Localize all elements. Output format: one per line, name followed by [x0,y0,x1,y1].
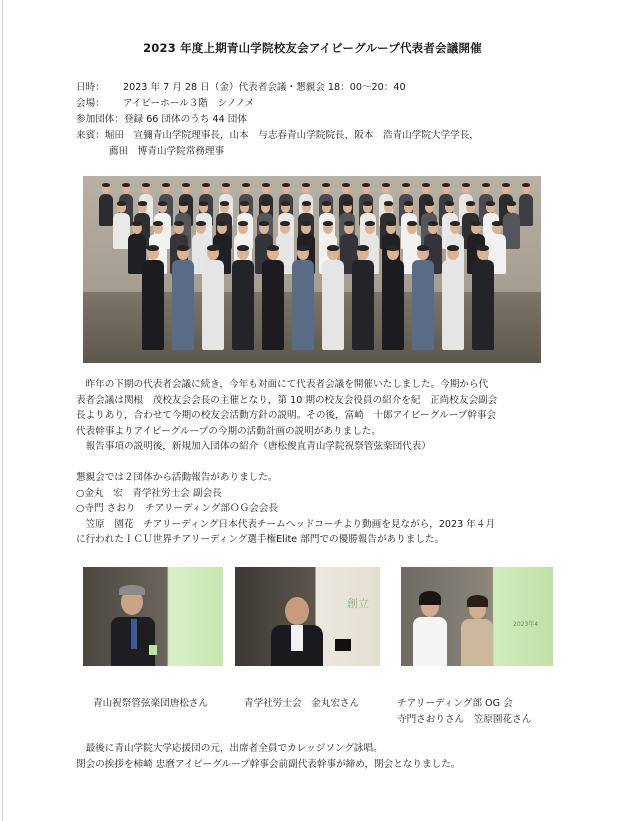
attendee-hair [387,245,399,251]
attendee-hair [450,221,460,226]
photo-kanamaru [235,567,380,666]
attendee-hair [462,183,470,187]
attendee-hair [384,201,393,206]
attendee-hair [207,245,219,251]
woman2-body [461,619,493,666]
attendee-hair [442,183,450,187]
venue-label: 会場： [76,98,105,109]
attendee-hair [242,183,250,187]
attendee-hair [132,221,142,226]
speaker-tie [131,619,137,649]
attendee-hair [147,245,159,251]
woman1-body [413,617,447,666]
caption-cheerleading-line1: チアリーディング部 OG 会 [397,698,513,709]
attendee-hair [177,245,189,251]
attendee-hair [262,183,270,187]
party-line: ○金丸 宏 青学社労士会 副会長 [76,487,222,499]
attendee-body [519,194,533,226]
page-title: 2023 年度上期青山学院校友会アイビーグループ代表者会議開催 [143,41,482,55]
attendee-hair [417,245,429,251]
attendee-hair [297,245,309,251]
party-line: ○寺門 さおり チアリーディング部ＯＧ会会長 [76,503,278,515]
report-paragraph [76,377,546,455]
datetime-value: 2023 年 7 月 28 日（金）代表者会議・懇親会 18：00〜20：40 [123,82,406,93]
attendee-hair [267,245,279,251]
attendee-hair [196,221,206,226]
report-line: 昨年の下期の代表者会議に続き，今年も対面にて代表者会議を開催いたしました。今期から代 [76,379,489,390]
attendee-hair [162,183,170,187]
attendee-hair [322,183,330,187]
attendee-hair [445,201,454,206]
speaker-shirt [291,625,303,651]
attendee-hair [477,245,489,251]
attendee-hair [323,221,333,226]
attendee-hair [507,201,516,206]
attendee-hair [220,201,229,206]
name-badge [149,645,157,655]
attendee-body [202,260,224,350]
attendee-hair [402,183,410,187]
attendee-hair [447,245,459,251]
attendee-hair [153,221,163,226]
attendee-body [142,260,164,350]
woman1-hair [419,591,441,605]
attendee-hair [386,221,396,226]
woman2-hair [467,595,488,607]
closing-line: 閉会の挨拶を柿崎 忠麿アイビーグループ幹事会前副代表幹事が締め，閉会となりました。 [76,758,461,770]
attendee-hair [365,221,375,226]
attendee-hair [217,221,227,226]
attendee-hair [466,201,475,206]
page-border [2,0,3,821]
participants-row: 参加団体：登録 66 団体のうち 44 団体 [76,114,247,125]
attendee-hair [486,201,495,206]
attendee-hair [471,221,481,226]
attendee-hair [259,221,269,226]
attendee-hair [344,221,354,226]
attendee-body [99,194,113,226]
datetime-label: 日時： [76,82,105,93]
attendee-hair [282,183,290,187]
attendee-hair [502,183,510,187]
attendee-hair [117,201,126,206]
attendee-body [292,260,314,350]
laptop [335,639,351,651]
attendee-hair [382,183,390,187]
attendee-body [262,260,284,350]
attendee-hair [482,183,490,187]
attendee-hair [404,201,413,206]
attendee-hair [327,245,339,251]
attendee-body [232,260,254,350]
attendee-hair [362,183,370,187]
attendee-hair [363,201,372,206]
attendee-hair [407,221,417,226]
party-line: に行われたＩＣＵ世界チアリーディング選手権Elite 部門での優勝報告がありました。 [76,534,445,546]
attendee-hair [102,183,110,187]
attendee-hair [301,221,311,226]
party-paragraph [76,470,546,548]
attendee-hair [281,201,290,206]
guests-row [76,128,479,144]
photo-karamatsu [83,567,223,666]
group-photo [83,176,541,363]
attendee-hair [428,221,438,226]
attendee-hair [302,183,310,187]
speaker-hair [119,585,145,595]
slide-text: 2023年4 [513,621,539,628]
attendee-hair [174,221,184,226]
attendee-body [322,260,344,350]
caption-cheerleading-line2: 寺門さおりさん 笠原園花さん [397,714,532,725]
attendee-body [352,260,374,350]
attendee-hair [199,201,208,206]
guests-line2: 薦田 博青山学院常務理事 [109,146,225,157]
attendee-hair [122,183,130,187]
caption-cheerleading [397,696,531,728]
guests-label: 来賓： [76,130,105,141]
report-line: 報告事項の説明後，新規加入団体の紹介（唐松俊直青山学院祝祭管弦楽団代表） [76,441,431,453]
attendee-hair [261,201,270,206]
photo-cheerleading [401,567,553,666]
caption-karamatsu: 青山祝祭管弦楽団唐松さん [93,698,209,709]
speaker-head [285,597,309,625]
guests-line1: 堀田 宣彌青山学院理事長，山本 与志春青山学院院長，阪本 浩青山学院大学学長， [104,130,479,141]
attendee-hair [222,183,230,187]
venue-row [76,96,479,112]
datetime-row [76,80,479,96]
attendee-body [442,260,464,350]
attendee-hair [522,183,530,187]
closing-line: 最後に青山学院大学応援団の元，出席者全員でカレッジソング詠唱。 [76,743,383,754]
attendee-body [412,260,434,350]
attendee-body [472,260,494,350]
party-line: 懇親会では２団体から活動報告がありました。 [76,472,278,483]
attendee-hair [422,183,430,187]
attendee-hair [357,245,369,251]
attendee-hair [280,221,290,226]
attendee-hair [302,201,311,206]
attendee-hair [142,183,150,187]
attendee-hair [138,201,147,206]
attendee-hair [158,201,167,206]
report-line: 代表幹事よりアイビーグループの今期の活動計画の説明がありました。 [76,425,381,437]
party-line: 笠原 園花 チアリーディング日本代表チームヘッドコーチより動画を見ながら，2023 年４月 [76,518,496,530]
attendee-hair [322,201,331,206]
attendee-hair [179,201,188,206]
slide-text: 創立 [347,597,369,610]
venue-value: アイビーホール３階 シノノメ [123,98,255,109]
report-line: 長よりあり，合わせて今期の校友会活動方針の説明。その後，富崎 十郎アイビーグループ幹事会 [76,410,497,422]
closing-paragraph [76,741,546,772]
attendee-hair [492,221,502,226]
attendee-hair [237,245,249,251]
attendee-hair [240,201,249,206]
attendee-hair [342,183,350,187]
report-line: 表者会議は関根 茂校友会会長の主催となり，第 10 期の校友会役員の紹介を紀 正尚校友会副会 [76,394,498,406]
attendee-body [382,260,404,350]
attendee-hair [238,221,248,226]
attendee-hair [202,183,210,187]
caption-kanamaru: 青学社労士会 金丸宏さん [244,698,360,709]
attendee-hair [343,201,352,206]
attendee-hair [425,201,434,206]
event-info [76,80,479,160]
attendee-body [172,260,194,350]
attendee-hair [182,183,190,187]
